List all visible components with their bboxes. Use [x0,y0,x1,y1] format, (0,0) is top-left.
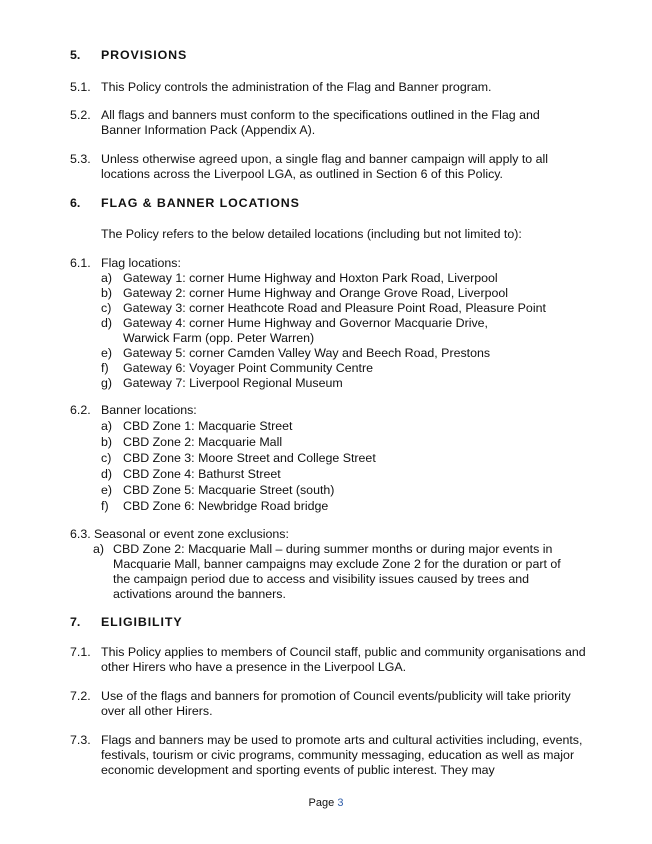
list-letter: c) [101,301,112,315]
list-text: CBD Zone 3: Moore Street and College Street [123,451,376,465]
list-text: Gateway 1: corner Hume Highway and Hoxton Park Road, Liverpool [123,271,498,285]
list-letter: d) [101,316,113,330]
section-5-heading [70,48,187,63]
list-item [101,316,513,346]
list-item [101,450,591,466]
list-letter: b) [101,286,113,300]
clause-number: 5.1. [70,80,91,94]
clause-number: 7.2. [70,689,91,703]
section-6-heading [70,196,300,211]
clause-number: 5.3. [70,152,91,166]
page-label: Page [308,797,335,809]
list-item [101,418,591,434]
list-item [101,376,591,391]
exclusion-item [93,542,593,602]
clause-text: Flags and banners may be used to promote arts and cultural activities including, events, festivals, tourism or civic programs, community messaging, education as well as major economic development and sporting events of public interest. They may [101,733,583,777]
clause-number: 6.1. [70,256,91,270]
list-letter: e) [101,483,113,497]
clause-text: Use of the flags and banners for promotion of Council events/publicity will take priority over all other Hirers. [101,689,571,718]
flag-locations-list [101,271,591,391]
list-letter: a) [101,271,113,285]
list-letter: a) [93,542,105,556]
page-number: 3 [337,797,344,809]
list-item [101,286,591,301]
clause-number: 5.2. [70,108,91,122]
clause-label: Flag locations: [101,256,181,270]
list-item [101,498,591,514]
list-text: CBD Zone 2: Macquarie Mall – during summer months or during major events in Macquarie Mall, banner campaigns may exclude Zone 2 for the duration or part of the campaign period due to access and visibility issues caused by trees and activations around the banners. [113,542,561,601]
list-item [101,466,591,482]
list-text: CBD Zone 2: Macquarie Mall [123,435,283,449]
list-text: Gateway 2: corner Hume Highway and Orange Grove Road, Liverpool [123,286,508,300]
section-7-heading [70,615,183,630]
clause-number: 7.1. [70,645,91,659]
list-letter: f) [101,361,109,375]
list-item [101,361,591,376]
list-letter: c) [101,451,112,465]
list-text: CBD Zone 4: Bathurst Street [123,467,281,481]
list-item [101,434,591,450]
clause-label: Banner locations: [101,403,197,417]
clause-number: 6.3. [70,527,91,541]
list-text: Gateway 5: corner Camden Valley Way and Beech Road, Prestons [123,346,491,360]
clause-text: All flags and banners must conform to the specifications outlined in the Flag and Banner Information Pack (Appendix A). [101,108,540,137]
clause-label: Seasonal or event zone exclusions: [94,527,289,541]
list-letter: a) [101,419,113,433]
list-item [101,346,591,361]
list-letter: g) [101,376,113,390]
list-item [101,271,591,286]
section-title: PROVISIONS [101,48,188,62]
section-number: 5. [70,48,81,62]
list-letter: f) [101,499,109,513]
page-footer [0,796,652,811]
list-item [101,482,591,498]
clause-text: This Policy controls the administration of the Flag and Banner program. [101,80,492,94]
clause-text: This Policy applies to members of Council staff, public and community organisations and other Hirers who have a presence in the Liverpool LGA. [101,645,586,674]
list-text: CBD Zone 1: Macquarie Street [123,419,293,433]
list-text: Gateway 7: Liverpool Regional Museum [123,376,343,390]
banner-locations-list [101,418,591,514]
list-letter: e) [101,346,113,360]
list-text: CBD Zone 5: Macquarie Street (south) [123,483,335,497]
list-text: Gateway 3: corner Heathcote Road and Pleasure Point Road, Pleasure Point [123,301,546,315]
clause-number: 6.2. [70,403,91,417]
list-text: Gateway 6: Voyager Point Community Centre [123,361,373,375]
list-letter: d) [101,467,113,481]
list-letter: b) [101,435,113,449]
list-text: CBD Zone 6: Newbridge Road bridge [123,499,329,513]
section-number: 6. [70,196,81,210]
clause-number: 7.3. [70,733,91,747]
section-number: 7. [70,615,81,629]
section-title: FLAG & BANNER LOCATIONS [101,196,300,210]
clause-text: Unless otherwise agreed upon, a single flag and banner campaign will apply to all locations across the Liverpool LGA, as outlined in Section 6 of this Policy. [101,152,549,181]
list-text: Gateway 4: corner Hume Highway and Governor Macquarie Drive, Warwick Farm (opp. Peter Warren) [123,316,488,345]
section-6-intro: The Policy refers to the below detailed locations (including but not limited to): [101,227,522,241]
list-item [101,301,591,316]
section-title: ELIGIBILITY [101,615,183,629]
